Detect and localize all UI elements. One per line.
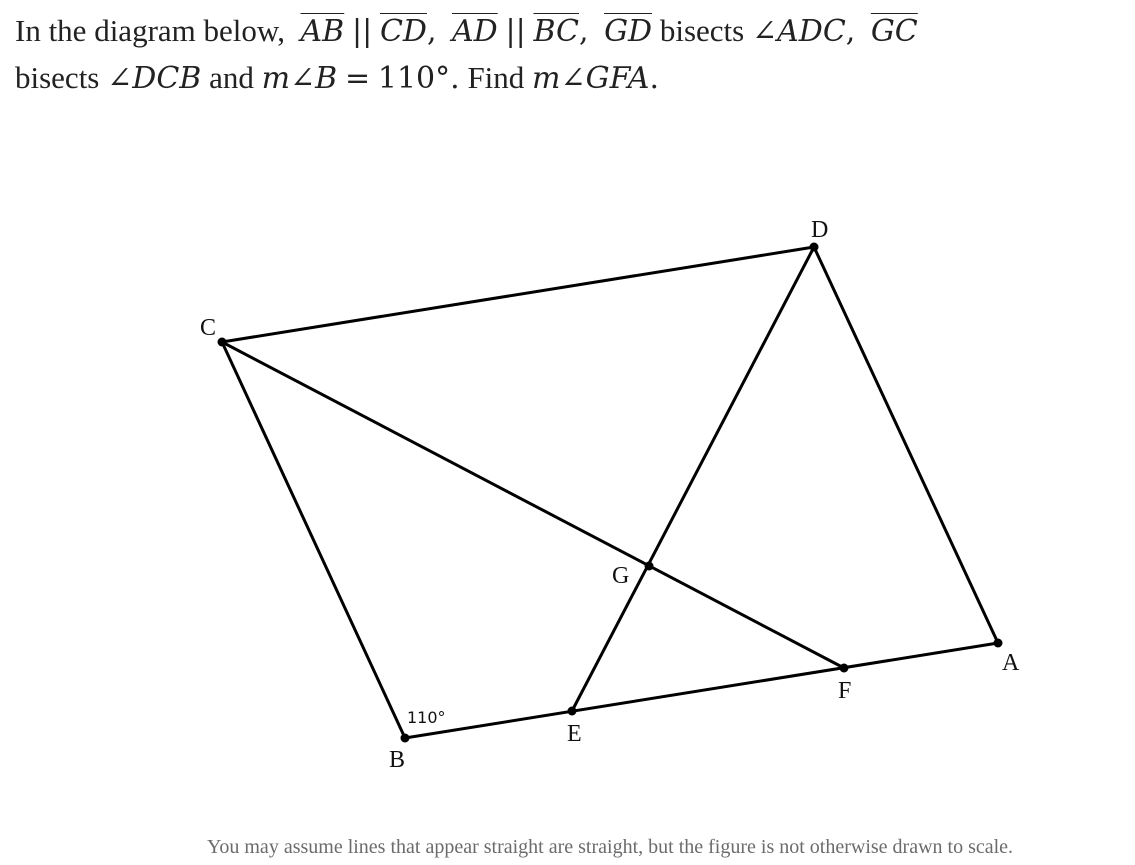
- label-c: C: [200, 315, 217, 341]
- label-g: G: [612, 563, 630, 589]
- segment-bc-line: [222, 342, 405, 738]
- point-g: [645, 562, 654, 571]
- point-c: [218, 338, 227, 347]
- segment-gd: $\overline{GD}$: [604, 14, 653, 49]
- comma-3: ,: [845, 14, 856, 49]
- angle-dcb: ∠DCB: [107, 61, 202, 96]
- point-b: [401, 734, 410, 743]
- label-f: F: [838, 678, 852, 704]
- parallel-symbol-2: ||: [505, 14, 526, 49]
- find-text: Find: [467, 60, 525, 95]
- label-a: A: [1002, 650, 1020, 676]
- label-e: E: [567, 721, 582, 747]
- point-f: [840, 664, 849, 673]
- point-d: [810, 243, 819, 252]
- footnote: You may assume lines that appear straight are straight, but the figure is not otherwise drawn to scale.: [206, 836, 1014, 858]
- point-e: [568, 707, 577, 716]
- label-d: D: [811, 217, 829, 243]
- bisects-text-2: bisects: [15, 60, 100, 95]
- period-1: .: [450, 61, 460, 96]
- segment-de-line: [572, 247, 814, 711]
- segment-cd: $\overline{CD}$: [379, 14, 427, 49]
- and-text: and: [209, 60, 254, 95]
- angle-b-label: 110°: [407, 708, 446, 727]
- bisects-text-1: bisects: [659, 13, 745, 48]
- point-a: [994, 639, 1003, 648]
- period-2: .: [649, 61, 660, 96]
- segment-cd-line: [222, 247, 814, 342]
- segment-ad: $\overline{AD}$: [452, 14, 498, 49]
- measure-angle-gfa: m∠GFA: [532, 61, 650, 96]
- equals-sign: =: [344, 61, 371, 96]
- segment-ab-line: [405, 643, 998, 738]
- angle-b-value: 110°: [377, 61, 451, 96]
- segment-da-line: [814, 247, 998, 643]
- comma-2: ,: [579, 14, 589, 49]
- segment-gc: $\overline{GC}$: [870, 14, 918, 49]
- comma-1: ,: [426, 14, 437, 49]
- measure-angle-b: m∠B: [261, 61, 338, 96]
- segment-ab: $\overline{AB}$: [300, 14, 345, 49]
- label-b: B: [389, 747, 406, 773]
- angle-adc: ∠ADC: [751, 14, 846, 49]
- segment-cf-line: [222, 342, 844, 668]
- segment-bc: $\overline{BC}$: [533, 14, 580, 49]
- problem-intro: In the diagram below,: [15, 13, 286, 48]
- parallel-symbol-1: ||: [351, 14, 373, 49]
